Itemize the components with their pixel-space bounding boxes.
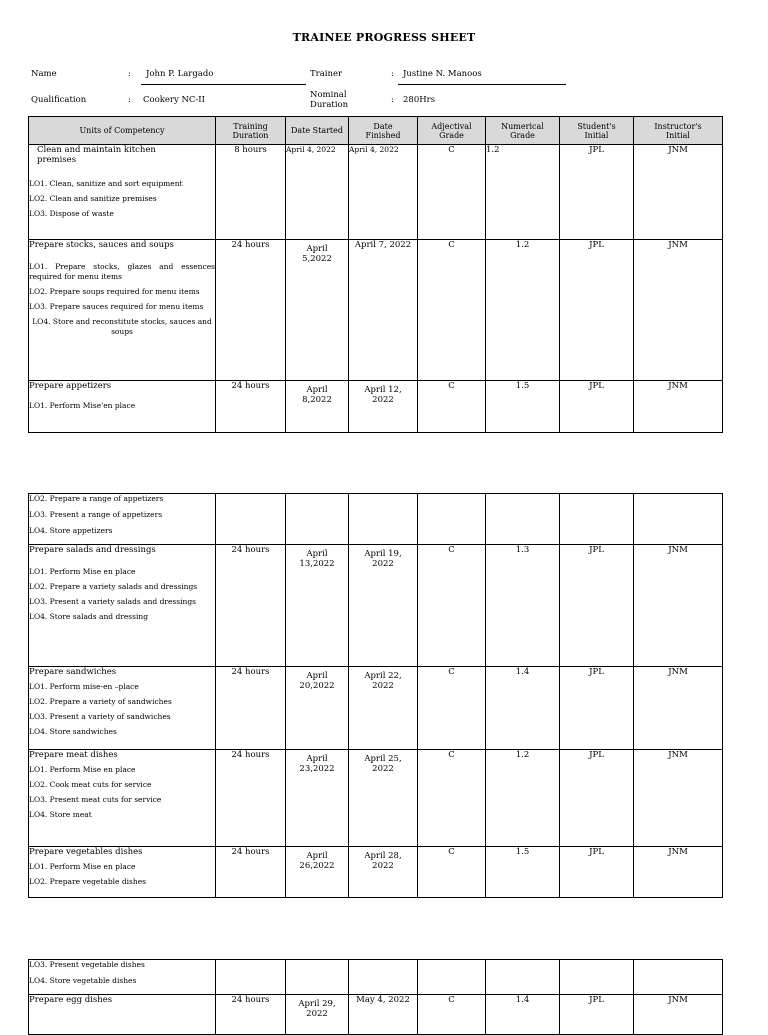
- nominal-label-line2: Duration: [310, 100, 349, 110]
- learning-outcome: LO1. Perform Mise en place: [29, 567, 136, 576]
- unit-cell: [29, 381, 216, 433]
- table-row: [29, 240, 723, 381]
- empty-cell: [560, 494, 634, 545]
- table-row-continuation: [29, 494, 723, 545]
- training-duration: 24 hours: [216, 847, 286, 898]
- table-row: [29, 381, 723, 433]
- unit-cell: [29, 145, 216, 240]
- instructor-initial: JNM: [634, 995, 723, 1035]
- col-header-training: Training Duration: [216, 117, 286, 145]
- col-header-student: Student's Initial: [560, 117, 634, 145]
- table-row: [29, 145, 723, 240]
- training-duration: 24 hours: [216, 381, 286, 433]
- qualification-colon: :: [128, 95, 131, 105]
- name-colon: :: [128, 69, 131, 79]
- trainer-colon: :: [391, 69, 394, 79]
- adjectival-grade: C: [418, 847, 486, 898]
- qualification-label: Qualification: [31, 95, 87, 105]
- empty-cell: [216, 494, 286, 545]
- instructor-initial: JNM: [634, 750, 723, 847]
- learning-outcome: LO1. Perform mise-en –place: [29, 682, 139, 691]
- unit-title: Prepare meat dishes: [29, 750, 118, 760]
- date-finished: April 12, 2022: [349, 381, 418, 433]
- learning-outcome: LO4. Store sandwiches: [29, 727, 117, 736]
- date-finished: May 4, 2022: [349, 995, 418, 1035]
- empty-cell: [216, 960, 286, 995]
- date-finished: April 7, 2022: [349, 240, 418, 381]
- empty-cell: [349, 960, 418, 995]
- col-header-instructor: Instructor's Initial: [634, 117, 723, 145]
- date-started: April 4, 2022: [286, 145, 349, 240]
- learning-outcome: LO1. Prepare stocks, glazes and essences required for menu items: [29, 262, 215, 281]
- student-initial: JPL: [560, 750, 634, 847]
- learning-outcome: LO4. Store and reconstitute stocks, sauces and soups: [32, 317, 212, 336]
- student-initial: JPL: [560, 995, 634, 1035]
- unit-title: Prepare sandwiches: [29, 667, 117, 677]
- col-header-finished: Date Finished: [349, 117, 418, 145]
- col-header-units: Units of Competency: [29, 117, 216, 145]
- learning-outcome: LO2. Prepare a range of appetizers: [29, 494, 164, 503]
- name-value: John P. Largado: [146, 69, 214, 79]
- student-initial: JPL: [560, 545, 634, 667]
- empty-cell: [486, 494, 560, 545]
- numerical-grade: 1.2: [486, 145, 560, 240]
- unit-cell: [29, 847, 216, 898]
- qualification-value: Cookery NC-II: [143, 95, 206, 105]
- nominal-value: 280Hrs: [403, 95, 436, 105]
- numerical-grade: 1.5: [486, 381, 560, 433]
- instructor-initial: JNM: [634, 545, 723, 667]
- instructor-initial: JNM: [634, 667, 723, 750]
- unit-title: Prepare salads and dressings: [29, 545, 156, 555]
- learning-outcome: LO2. Clean and sanitize premises: [29, 194, 157, 203]
- date-started: April 13,2022: [286, 545, 349, 667]
- empty-cell: [418, 960, 486, 995]
- unit-cell: [29, 240, 216, 381]
- learning-outcome: LO4. Store vegetable dishes: [29, 976, 137, 985]
- learning-outcome: LO4. Store salads and dressing: [29, 612, 149, 621]
- empty-cell: [286, 960, 349, 995]
- col-header-numerical: Numerical Grade: [486, 117, 560, 145]
- unit-cell: [29, 545, 216, 667]
- adjectival-grade: C: [418, 145, 486, 240]
- unit-cell: [29, 494, 216, 545]
- instructor-initial: JNM: [634, 381, 723, 433]
- learning-outcome: LO3. Present meat cuts for service: [29, 795, 162, 804]
- progress-table-1: [28, 116, 723, 433]
- unit-cell: [29, 995, 216, 1035]
- date-finished: April 25, 2022: [349, 750, 418, 847]
- training-duration: 24 hours: [216, 545, 286, 667]
- unit-title: Clean and maintain kitchen premises: [37, 145, 156, 165]
- table-row: [29, 667, 723, 750]
- learning-outcome: LO3. Present vegetable dishes: [29, 960, 145, 969]
- numerical-grade: 1.2: [486, 240, 560, 381]
- learning-outcome: LO2. Prepare soups required for menu items: [29, 287, 200, 296]
- page-title: TRAINEE PROGRESS SHEET: [292, 31, 476, 44]
- learning-outcome: LO2. Prepare a variety salads and dressings: [29, 582, 198, 591]
- date-started: April 26,2022: [286, 847, 349, 898]
- table-row: [29, 995, 723, 1035]
- learning-outcome: LO3. Present a range of appetizers: [29, 510, 163, 519]
- adjectival-grade: C: [418, 381, 486, 433]
- date-started: April 5,2022: [286, 240, 349, 381]
- trainer-label: Trainer: [310, 69, 343, 79]
- table-row-continuation: [29, 960, 723, 995]
- student-initial: JPL: [560, 145, 634, 240]
- name-underline: [141, 84, 306, 85]
- learning-outcome: LO2. Cook meat cuts for service: [29, 780, 152, 789]
- training-duration: 24 hours: [216, 995, 286, 1035]
- date-started: April 20,2022: [286, 667, 349, 750]
- empty-cell: [418, 494, 486, 545]
- learning-outcome: LO3. Prepare sauces required for menu items: [29, 302, 204, 311]
- table-header-row: [29, 117, 723, 145]
- instructor-initial: JNM: [634, 240, 723, 381]
- instructor-initial: JNM: [634, 145, 723, 240]
- unit-cell: [29, 960, 216, 995]
- learning-outcome: LO1. Perform Mise'en place: [29, 401, 136, 410]
- numerical-grade: 1.3: [486, 545, 560, 667]
- training-duration: 24 hours: [216, 750, 286, 847]
- learning-outcome: LO1. Clean, sanitize and sort equipment: [29, 179, 183, 188]
- date-finished: April 22, 2022: [349, 667, 418, 750]
- adjectival-grade: C: [418, 750, 486, 847]
- training-duration: 24 hours: [216, 667, 286, 750]
- empty-cell: [634, 960, 723, 995]
- nominal-label-line1: Nominal: [310, 90, 347, 100]
- learning-outcome: LO1. Perform Mise en place: [29, 765, 136, 774]
- table-row: [29, 750, 723, 847]
- nominal-colon: :: [391, 95, 394, 105]
- adjectival-grade: C: [418, 240, 486, 381]
- numerical-grade: 1.5: [486, 847, 560, 898]
- empty-cell: [349, 494, 418, 545]
- col-header-adjectival: Adjectival Grade: [418, 117, 486, 145]
- date-started: April 29, 2022: [286, 995, 349, 1035]
- name-label: Name: [31, 69, 57, 79]
- date-finished: April 4, 2022: [349, 145, 418, 240]
- date-started: April 8,2022: [286, 381, 349, 433]
- adjectival-grade: C: [418, 995, 486, 1035]
- student-initial: JPL: [560, 667, 634, 750]
- unit-cell: [29, 750, 216, 847]
- unit-title: Prepare appetizers: [29, 381, 112, 391]
- learning-outcome: LO1. Perform Mise en place: [29, 862, 136, 871]
- date-finished: April 28, 2022: [349, 847, 418, 898]
- instructor-initial: JNM: [634, 847, 723, 898]
- learning-outcome: LO2. Prepare a variety of sandwiches: [29, 697, 172, 706]
- learning-outcome: LO2. Prepare vegetable dishes: [29, 877, 147, 886]
- learning-outcome: LO3. Present a variety of sandwiches: [29, 712, 171, 721]
- training-duration: 24 hours: [216, 240, 286, 381]
- unit-title: Prepare vegetables dishes: [29, 847, 143, 857]
- progress-table-2: [28, 493, 723, 898]
- table-row: [29, 545, 723, 667]
- col-header-started: Date Started: [286, 117, 349, 145]
- learning-outcome: LO3. Dispose of waste: [29, 209, 114, 218]
- empty-cell: [486, 960, 560, 995]
- trainer-value: Justine N. Manoos: [403, 69, 482, 79]
- trainer-underline: [398, 84, 566, 85]
- learning-outcome: LO4. Store appetizers: [29, 526, 113, 535]
- empty-cell: [286, 494, 349, 545]
- student-initial: JPL: [560, 240, 634, 381]
- table-row: [29, 847, 723, 898]
- numerical-grade: 1.4: [486, 995, 560, 1035]
- unit-title: Prepare egg dishes: [29, 995, 113, 1005]
- empty-cell: [634, 494, 723, 545]
- learning-outcome: LO3. Present a variety salads and dressings: [29, 597, 196, 606]
- numerical-grade: 1.4: [486, 667, 560, 750]
- adjectival-grade: C: [418, 545, 486, 667]
- date-finished: April 19, 2022: [349, 545, 418, 667]
- learning-outcome: LO4. Store meat: [29, 810, 92, 819]
- student-initial: JPL: [560, 381, 634, 433]
- unit-title: Prepare stocks, sauces and soups: [29, 240, 174, 250]
- numerical-grade: 1.2: [486, 750, 560, 847]
- adjectival-grade: C: [418, 667, 486, 750]
- date-started: April 23,2022: [286, 750, 349, 847]
- empty-cell: [560, 960, 634, 995]
- training-duration: 8 hours: [216, 145, 286, 240]
- student-initial: JPL: [560, 847, 634, 898]
- unit-cell: [29, 667, 216, 750]
